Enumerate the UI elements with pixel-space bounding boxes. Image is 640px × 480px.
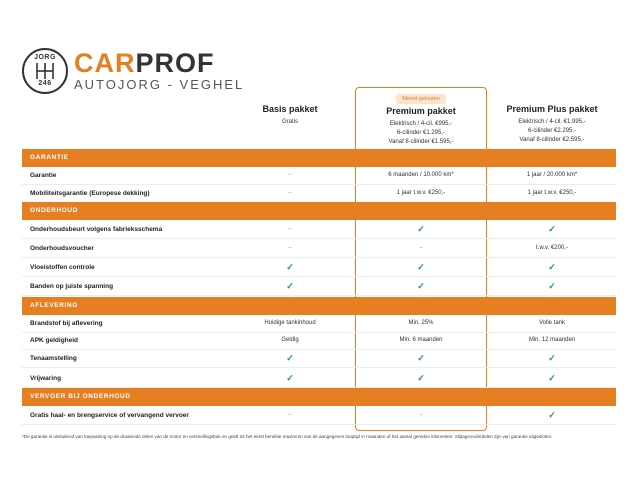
table-row [22,166,616,185]
logo [22,48,244,94]
check-icon: ✓ [286,353,294,363]
row-label: Vrijwaring [30,375,62,382]
check-icon: ✓ [548,353,556,363]
plan-name: Basis pakket [262,104,318,114]
check-icon: ✓ [548,224,556,234]
table-row [22,349,616,368]
table-row [22,220,616,239]
cell-basis: – [288,412,292,418]
plan-price: Elektrisch / 4-cil. €995,- 6-cilinder €1.295,- Vanaf 8-cilinder €1.595,- [388,121,454,145]
cell-premium: 6 maanden / 10.000 km* [388,172,454,178]
check-icon: ✓ [548,262,556,272]
brand-tagline: AUTOJORG - VEGHEL [74,77,245,92]
check-icon: ✓ [286,262,294,272]
check-icon: ✓ [548,410,556,420]
table-row [22,184,616,203]
cell-premium: – [419,245,423,251]
plan-price: Gratis [281,119,298,125]
plan-header-basis [225,104,355,127]
row-label: Banden op juiste spanning [30,283,114,290]
check-icon: ✓ [286,281,294,291]
most-chosen-badge: Meest gekozen [396,94,446,104]
table-row [22,331,616,350]
cell-premium-plus: t.w.v. €200,- [536,245,568,251]
check-icon: ✓ [548,281,556,291]
cell-premium-plus: Volle tank [538,320,566,326]
row-label: Brandstof bij aflevering [30,320,103,327]
check-icon: ✓ [417,281,425,291]
section-header-garantie: GARANTIE [22,149,616,167]
table-row [22,277,616,296]
cell-premium-plus: Min. 12 maanden [528,337,576,343]
logo-badge-bottom: 246 [38,80,52,87]
section-header-vervoer: VERVOER BIJ ONDERHOUD [22,388,616,406]
logo-badge [22,48,68,94]
plan-price: Elektrisch / 4-cil. €1.995,- 6-cilinder €2.295,- Vanaf 8-cilinder €2.595,- [518,119,586,143]
table-row [22,369,616,388]
cell-premium: 1 jaar t.w.v. €250,- [396,190,446,196]
check-icon: ✓ [286,373,294,383]
footnote: *De garantie is uitsluitend van toepassing op de draaiende delen van de motor en versnellingsbak en geldt tot het eerst bereikte maximum van de aangegeven looptijd in maanden of het aantal gereden kilometers. Slijtageonderdelen zijn van garantie uitgesloten. [22,434,553,439]
cell-basis: – [288,226,292,232]
row-label: Vloeistoffen controle [30,264,95,271]
section-header-onderhoud: ONDERHOUD [22,202,616,220]
cell-premium-plus: 1 jaar / 20.000 km* [526,172,578,178]
row-label: Gratis haal- en brengservice of vervangend vervoer [30,412,189,419]
row-label: Garantie [30,172,57,179]
brand-name: CARPROF [74,48,215,78]
check-icon: ✓ [417,262,425,272]
plan-name: Premium Plus pakket [506,104,598,114]
cell-basis: – [288,245,292,251]
row-label: Tenaamstelling [30,355,77,362]
check-icon: ✓ [417,373,425,383]
cell-basis: Huidige tankinhoud [264,320,316,326]
cell-basis: Geldig [281,337,299,343]
row-label: Onderhoudsbeurt volgens fabrieksschema [30,226,163,233]
cell-basis: – [288,172,292,178]
table-row [22,258,616,277]
check-icon: ✓ [417,224,425,234]
table-row [22,239,616,258]
plan-name: Premium pakket [386,106,456,116]
section-header-aflevering: AFLEVERING [22,297,616,315]
cell-basis: – [288,190,292,196]
gear-shift-icon [34,62,56,80]
cell-premium: – [419,412,423,418]
row-label: Mobiliteitsgarantie (Europese dekking) [30,190,150,197]
cell-premium: Min. 25% [408,320,434,326]
check-icon: ✓ [417,353,425,363]
cell-premium-plus: 1 jaar t.w.v. €250,- [527,190,577,196]
logo-badge-top: JORG [34,54,56,61]
plan-header-premium-plus [487,104,617,145]
row-label: Onderhoudsvoucher [30,245,94,252]
plan-header-premium [356,106,486,147]
table-row [22,406,616,425]
check-icon: ✓ [548,373,556,383]
row-label: APK geldigheid [30,337,79,344]
logo-text [74,49,244,93]
cell-premium: Min. 6 maanden [399,337,443,343]
